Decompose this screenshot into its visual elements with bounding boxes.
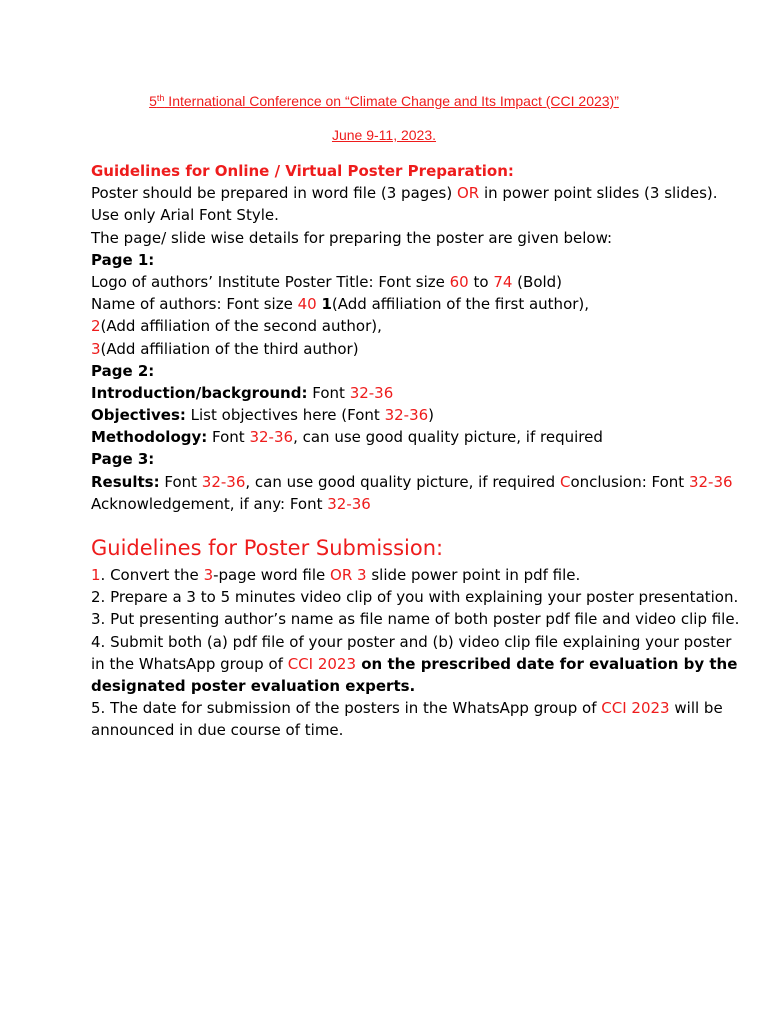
page1-line-2: Name of authors: Font size 40 1(Add affiliation of the first author), (91, 295, 590, 314)
intro-line-2: Use only Arial Font Style. (91, 206, 279, 225)
page2-intro: Introduction/background: Font 32-36 (91, 383, 394, 402)
page2-methodology: Methodology: Font 32-36, can use good quality picture, if required (91, 428, 603, 447)
page1-line-1: Logo of authors’ Institute Poster Title: Font size 60 to 74 (Bold) (91, 272, 563, 291)
submission-step-4-line-2: in the WhatsApp group of CCI 2023 on the prescribed date for evaluation by the (91, 654, 738, 673)
virtual-guidelines-title: Guidelines for Online / Virtual Poster Preparation: (91, 162, 514, 180)
submission-guidelines-title: Guidelines for Poster Submission: (91, 536, 444, 560)
page2-label: Page 2: (91, 361, 155, 380)
intro-line-3: The page/ slide wise details for preparing the poster are given below: (91, 228, 613, 247)
conference-dates: June 9-11, 2023. (331, 127, 437, 143)
page3-results: Results: Font 32-36, can use good quality picture, if required Conclusion: Font 32-36 (91, 472, 733, 491)
submission-step-1: 1. Convert the 3-page word file OR 3 slide power point in pdf file. (91, 566, 581, 584)
submission-step-4-line-1: 4. Submit both (a) pdf file of your poster and (b) video clip file explaining your poster (91, 632, 732, 651)
intro-line-1: Poster should be prepared in word file (3 pages) OR in power point slides (3 slides). (91, 184, 718, 203)
page3-acknowledgement: Acknowledgement, if any: Font 32-36 (91, 494, 371, 513)
virtual-guidelines (91, 160, 733, 515)
page3-label: Page 3: (91, 450, 155, 469)
page1-line-4: 3(Add affiliation of the third author) (91, 339, 359, 358)
page1-line-3: 2(Add affiliation of the second author), (91, 317, 382, 336)
submission-guidelines (91, 564, 740, 742)
page1-label: Page 1: (91, 250, 155, 269)
submission-step-4-line-3: designated poster evaluation experts. (91, 676, 416, 695)
conference-title: 5th International Conference on “Climate Change and Its Impact (CCI 2023)” (149, 93, 619, 109)
submission-step-3: 3. Put presenting author’s name as file name of both poster pdf file and video clip file. (91, 610, 740, 629)
page2-objectives: Objectives: List objectives here (Font 32-36) (91, 406, 435, 425)
submission-step-5-line-1: 5. The date for submission of the posters in the WhatsApp group of CCI 2023 will be (91, 699, 723, 718)
submission-step-2: 2. Prepare a 3 to 5 minutes video clip of you with explaining your poster presentation. (91, 588, 739, 607)
submission-step-5-line-2: announced in due course of time. (91, 721, 344, 740)
